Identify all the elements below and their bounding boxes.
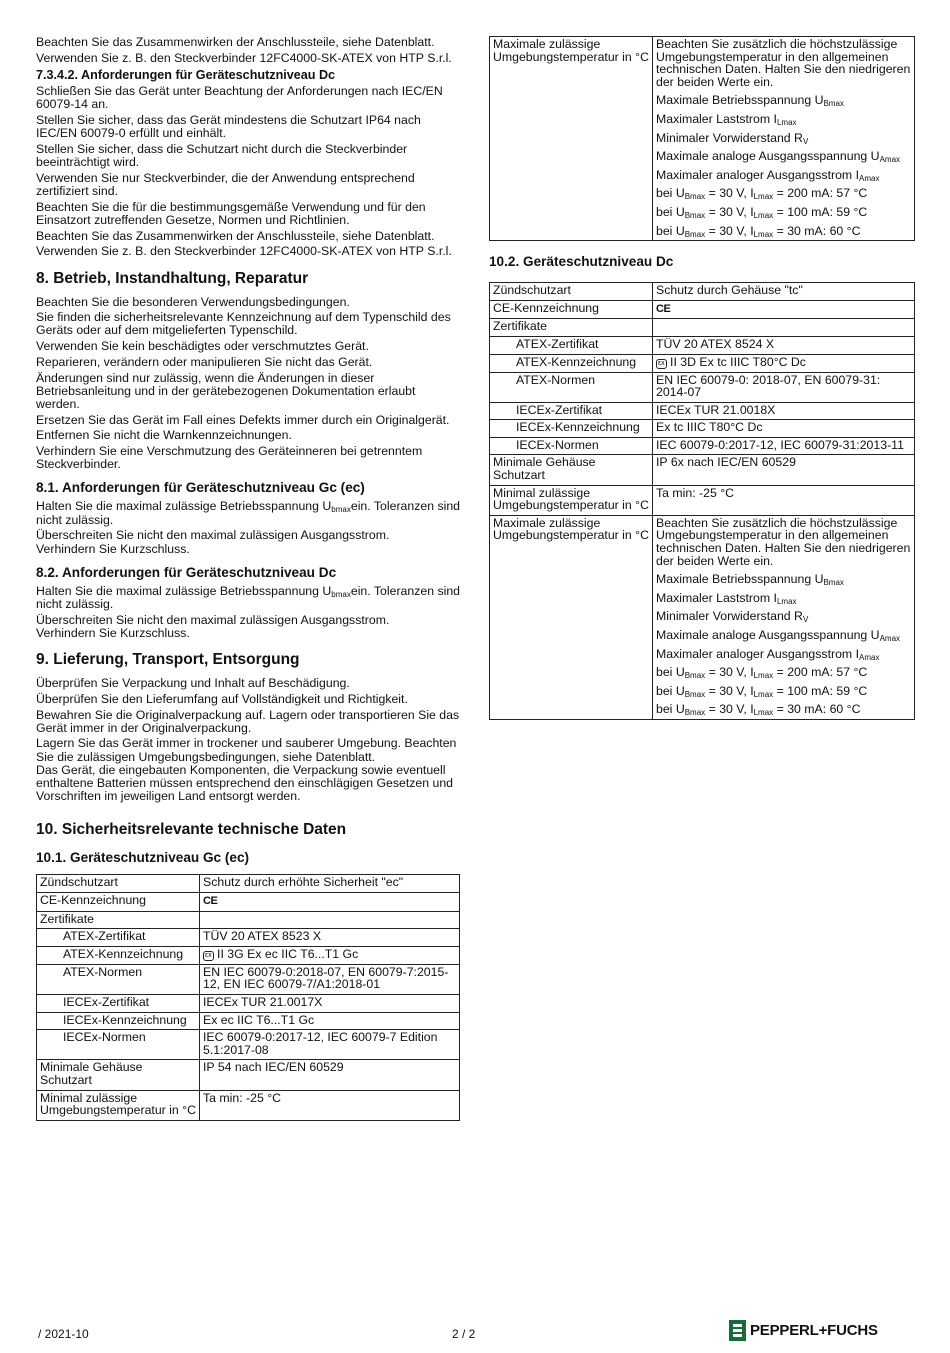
table-cell: ATEX-Kennzeichnung [37,946,200,964]
table-cell: Ta min: -25 °C [653,485,915,515]
table-row [37,875,460,893]
paragraph: Beachten Sie das Zusammenwirken der Anschlussteile, siehe Datenblatt. [36,35,435,49]
paragraph: Entfernen Sie nicht die Warnkennzeichnungen. [36,428,292,443]
table-cell: Ex ec IIC T6...T1 Gc [200,1012,460,1030]
table-cell [653,319,915,337]
table-row [37,1090,460,1120]
table-cell: ATEX-Zertifikat [490,336,653,354]
table-cell: εx II 3G Ex ec IIC T6...T1 Gc [200,946,460,964]
table-row [37,1060,460,1090]
table-row [490,402,915,420]
table-cell [653,300,915,319]
table-row [490,336,915,354]
logo-mark-icon [729,1320,746,1341]
table-row [490,300,915,319]
section-heading-10-1: 10.1. Geräteschutzniveau Gc (ec) [36,850,250,866]
paragraph: Ersetzen Sie das Gerät im Fall eines Defekts immer durch ein Originalgerät. [36,412,450,427]
table-cell: Zertifikate [37,911,200,929]
table-cell: EN IEC 60079-0: 2018-07, EN 60079-31: 2014-07 [653,372,915,402]
table-cell: Beachten Sie zusätzlich die höchstzulässige Umgebungstemperatur in den allgemeinen technischen Daten. Halten Sie den niedrigeren der beiden Werte ein. Maximale Betriebsspannung $U_{Bmax}$ Maximaler Laststrom $I_{Lmax}$ Minimaler Vorwiderstand $R_V$ Maximale analoge Ausgangsspannung $U_{Amax}$ Maximaler analoger Ausgangsstrom $I_{Amax}$ bei $U_{Bmax} = 30$ V, $I_{Lmax} = 200$ mA: 57 °C bei $U_{Bmax} = 30$ V, $I_{Lmax} = 100$ mA: 59 °C bei $U_{Bmax} = 30$ V, $I_{Lmax} = 30$ mA: 60 °C [653,515,915,719]
table-cell: ATEX-Kennzeichnung [490,354,653,372]
brand-logo [729,1320,878,1341]
table-cell: Beachten Sie zusätzlich die höchstzulässige Umgebungstemperatur in den allgemeinen technischen Daten. Halten Sie den niedrigeren der beiden Werte ein. Maximale Betriebsspannung $U_{Bmax}$ Maximaler Laststrom $I_{Lmax}$ Minimaler Vorwiderstand $R_V$ Maximale analoge Ausgangsspannung $U_{Amax}$ Maximaler analoger Ausgangsstrom $I_{Amax}$ bei $U_{Bmax} = 30$ V, $I_{Lmax} = 200$ mA: 57 °C bei $U_{Bmax} = 30$ V, $I_{Lmax} = 100$ mA: 59 °C bei $U_{Bmax} = 30$ V, $I_{Lmax} = 30$ mA: 60 °C [653,37,915,241]
table-cell: IECEx-Zertifikat [490,402,653,420]
table-cell: EN IEC 60079-0:2018-07, EN 60079-7:2015-12, EN IEC 60079-7/A1:2018-01 [200,964,460,994]
paragraph: Änderungen sind nur zulässig, wenn die Änderungen in dieser Betriebsanleitung und in der gerätebezogenen Dokumentation erlaubt werden. [36,370,416,411]
table-row [37,964,460,994]
ce-mark-icon: CE [656,302,671,315]
paragraph: Verhindern Sie Kurzschluss. [36,625,190,640]
table-cell: Zündschutzart [37,875,200,893]
table-cell: IECEx-Normen [490,437,653,455]
paragraph: Halten Sie die maximal zulässige Betriebsspannung $U_{bmax}ein$. Toleranzen sind nicht zulässig. [36,583,461,611]
table-cell: IECEx-Zertifikat [37,995,200,1013]
paragraph: Schließen Sie das Gerät unter Beachtung der Anforderungen nach IEC/EN 60079-14 an. [36,84,443,112]
paragraph: Überschreiten Sie nicht den maximal zulässigen Ausgangsstrom. [36,528,390,543]
paragraph: Verwenden Sie z. B. den Steckverbinder 12FC4000-SK-ATEX von HTP S.r.l. [36,244,452,259]
paragraph: Sie finden die sicherheitsrelevante Kennzeichnung auf dem Typenschild des Geräts oder auf dem mitgelieferten Typenschild. [36,310,451,338]
section-heading-8: 8. Betrieb, Instandhaltung, Reparatur [36,269,309,287]
table-cell: IECEx TUR 21.0018X [653,402,915,420]
table-cell: IP 6x nach IEC/EN 60529 [653,455,915,485]
table-cell: CE-Kennzeichnung [490,300,653,319]
paragraph: Verhindern Sie eine Verschmutzung des Geräteinneren bei getrenntem Steckverbinder. [36,444,423,472]
brand-name: PEPPERL+FUCHS [750,1321,878,1339]
table-row [490,455,915,485]
table-cell: Zertifikate [490,319,653,337]
ce-mark-icon: CE [203,895,218,908]
table-row [37,995,460,1013]
table-cell: IEC 60079-0:2017-12, IEC 60079-7 Edition 5.1:2017-08 [200,1030,460,1060]
paragraph: Lagern Sie das Gerät immer in trockener und sauberer Umgebung. Beachten Sie die zulässigen Umgebungsbedingungen, siehe Datenblatt. [36,736,457,764]
section-heading-10-2: 10.2. Geräteschutzniveau Dc [489,254,674,270]
spec-table-gc [36,874,460,1120]
paragraph: Halten Sie die maximal zulässige Betriebsspannung $U_{bmax}ein$. Toleranzen sind nicht zulässig. [36,499,461,527]
table-row [37,929,460,947]
table-cell [200,893,460,912]
section-heading-7342: 7.3.4.2. Anforderungen für Geräteschutzniveau Dc [36,67,336,82]
table-cell: IECEx-Kennzeichnung [37,1012,200,1030]
section-heading-10: 10. Sicherheitsrelevante technische Daten [36,821,347,839]
paragraph: Stellen Sie sicher, dass die Schutzart nicht durch die Steckverbinder beeinträchtigt wird. [36,141,408,170]
table-cell: εx II 3D Ex tc IIIC T80°C Dc [653,354,915,372]
table-row [490,283,915,301]
table-row [37,1030,460,1060]
paragraph: Beachten Sie die für die bestimmungsgemäße Verwendung und für den Einsatzort zutreffenden Gesetze, Normen und Richtlinien. [36,199,426,227]
table-row [490,485,915,515]
table-cell: CE-Kennzeichnung [37,893,200,912]
table-row [490,372,915,402]
table-row [490,37,915,241]
right-column [489,36,915,720]
table-row [490,319,915,337]
paragraph: Überschreiten Sie nicht den maximal zulässigen Ausgangsstrom. [36,612,390,627]
table-row [490,437,915,455]
table-cell: Maximale zulässige Umgebungstemperatur in °C [490,37,653,241]
paragraph: Verwenden Sie nur Steckverbinder, die der Anwendung entsprechend zertifiziert sind. [36,170,415,199]
paragraph: Überprüfen Sie den Lieferumfang auf Vollständigkeit und Richtigkeit. [36,691,408,706]
ex-hexagon-icon: εx [205,951,212,959]
table-cell: TÜV 20 ATEX 8523 X [200,929,460,947]
paragraph: Überprüfen Sie Verpackung und Inhalt auf Beschädigung. [36,676,350,691]
table-cell: Schutz durch Gehäuse "tc" [653,283,915,301]
page-number: 2 / 2 [452,1327,476,1341]
paragraph: Verwenden Sie kein beschädigtes oder verschmutztes Gerät. [36,339,369,354]
table-cell: Zündschutzart [490,283,653,301]
table-cell [200,911,460,929]
table-row [37,1012,460,1030]
table-cell: IECEx-Kennzeichnung [490,420,653,438]
table-cell: Schutz durch erhöhte Sicherheit "ec" [200,875,460,893]
left-column [36,36,460,1121]
section-heading-8-1: 8.1. Anforderungen für Geräteschutzniveau Gc (ec) [36,480,365,496]
table-row [37,911,460,929]
table-row [490,354,915,372]
paragraph: Beachten Sie das Zusammenwirken der Anschlussteile, siehe Datenblatt. [36,228,435,243]
paragraph: Bewahren Sie die Originalverpackung auf. Lagern oder transportieren Sie das Gerät immer in der Originalverpackung. [36,707,460,735]
table-cell: ATEX-Normen [37,964,200,994]
table-cell: IEC 60079-0:2017-12, IEC 60079-31:2013-11 [653,437,915,455]
table-cell: Minimale Gehäuse Schutzart [490,455,653,485]
table-cell: Ex tc IIIC T80°C Dc [653,420,915,438]
table-row [490,420,915,438]
section-heading-8-2: 8.2. Anforderungen für Geräteschutzniveau Dc [36,564,337,580]
table-cell: Maximale zulässige Umgebungstemperatur in °C [490,515,653,719]
table-row [37,893,460,912]
paragraph: Reparieren, verändern oder manipulieren Sie nicht das Gerät. [36,354,373,369]
paragraph: Verhindern Sie Kurzschluss. [36,541,190,556]
table-row [37,946,460,964]
table-cell: Minimal zulässige Umgebungstemperatur in °C [37,1090,200,1120]
table-cell: IP 54 nach IEC/EN 60529 [200,1060,460,1090]
spec-table-gc-continued [489,36,915,241]
paragraph: Beachten Sie die besonderen Verwendungsbedingungen. [36,294,350,309]
table-cell: Ta min: -25 °C [200,1090,460,1120]
table-cell: IECEx-Normen [37,1030,200,1060]
table-cell: IECEx TUR 21.0017X [200,995,460,1013]
table-cell: Minimal zulässige Umgebungstemperatur in °C [490,485,653,515]
table-cell: ATEX-Zertifikat [37,929,200,947]
table-cell: ATEX-Normen [490,372,653,402]
ex-hexagon-icon: εx [658,359,665,367]
table-cell: TÜV 20 ATEX 8524 X [653,336,915,354]
paragraph: Das Gerät, die eingebauten Komponenten, die Verpackung sowie eventuell enthaltene Batterien müssen entsprechend den einschlägigen Gesetzen und Vorschriften im jeweiligen Land entsorgt werden. [36,762,454,804]
section-heading-9: 9. Lieferung, Transport, Entsorgung [36,651,300,669]
paragraph: Verwenden Sie z. B. den Steckverbinder 12FC4000-SK-ATEX von HTP S.r.l. [36,50,452,65]
table-row [490,515,915,719]
table-cell: Minimale Gehäuse Schutzart [37,1060,200,1090]
footer-date: / 2021-10 [38,1327,89,1341]
paragraph: Stellen Sie sicher, dass das Gerät mindestens die Schutzart IP64 nach IEC/EN 60079-0 erfüllt und einhält. [36,113,421,141]
spec-table-dc [489,282,915,720]
